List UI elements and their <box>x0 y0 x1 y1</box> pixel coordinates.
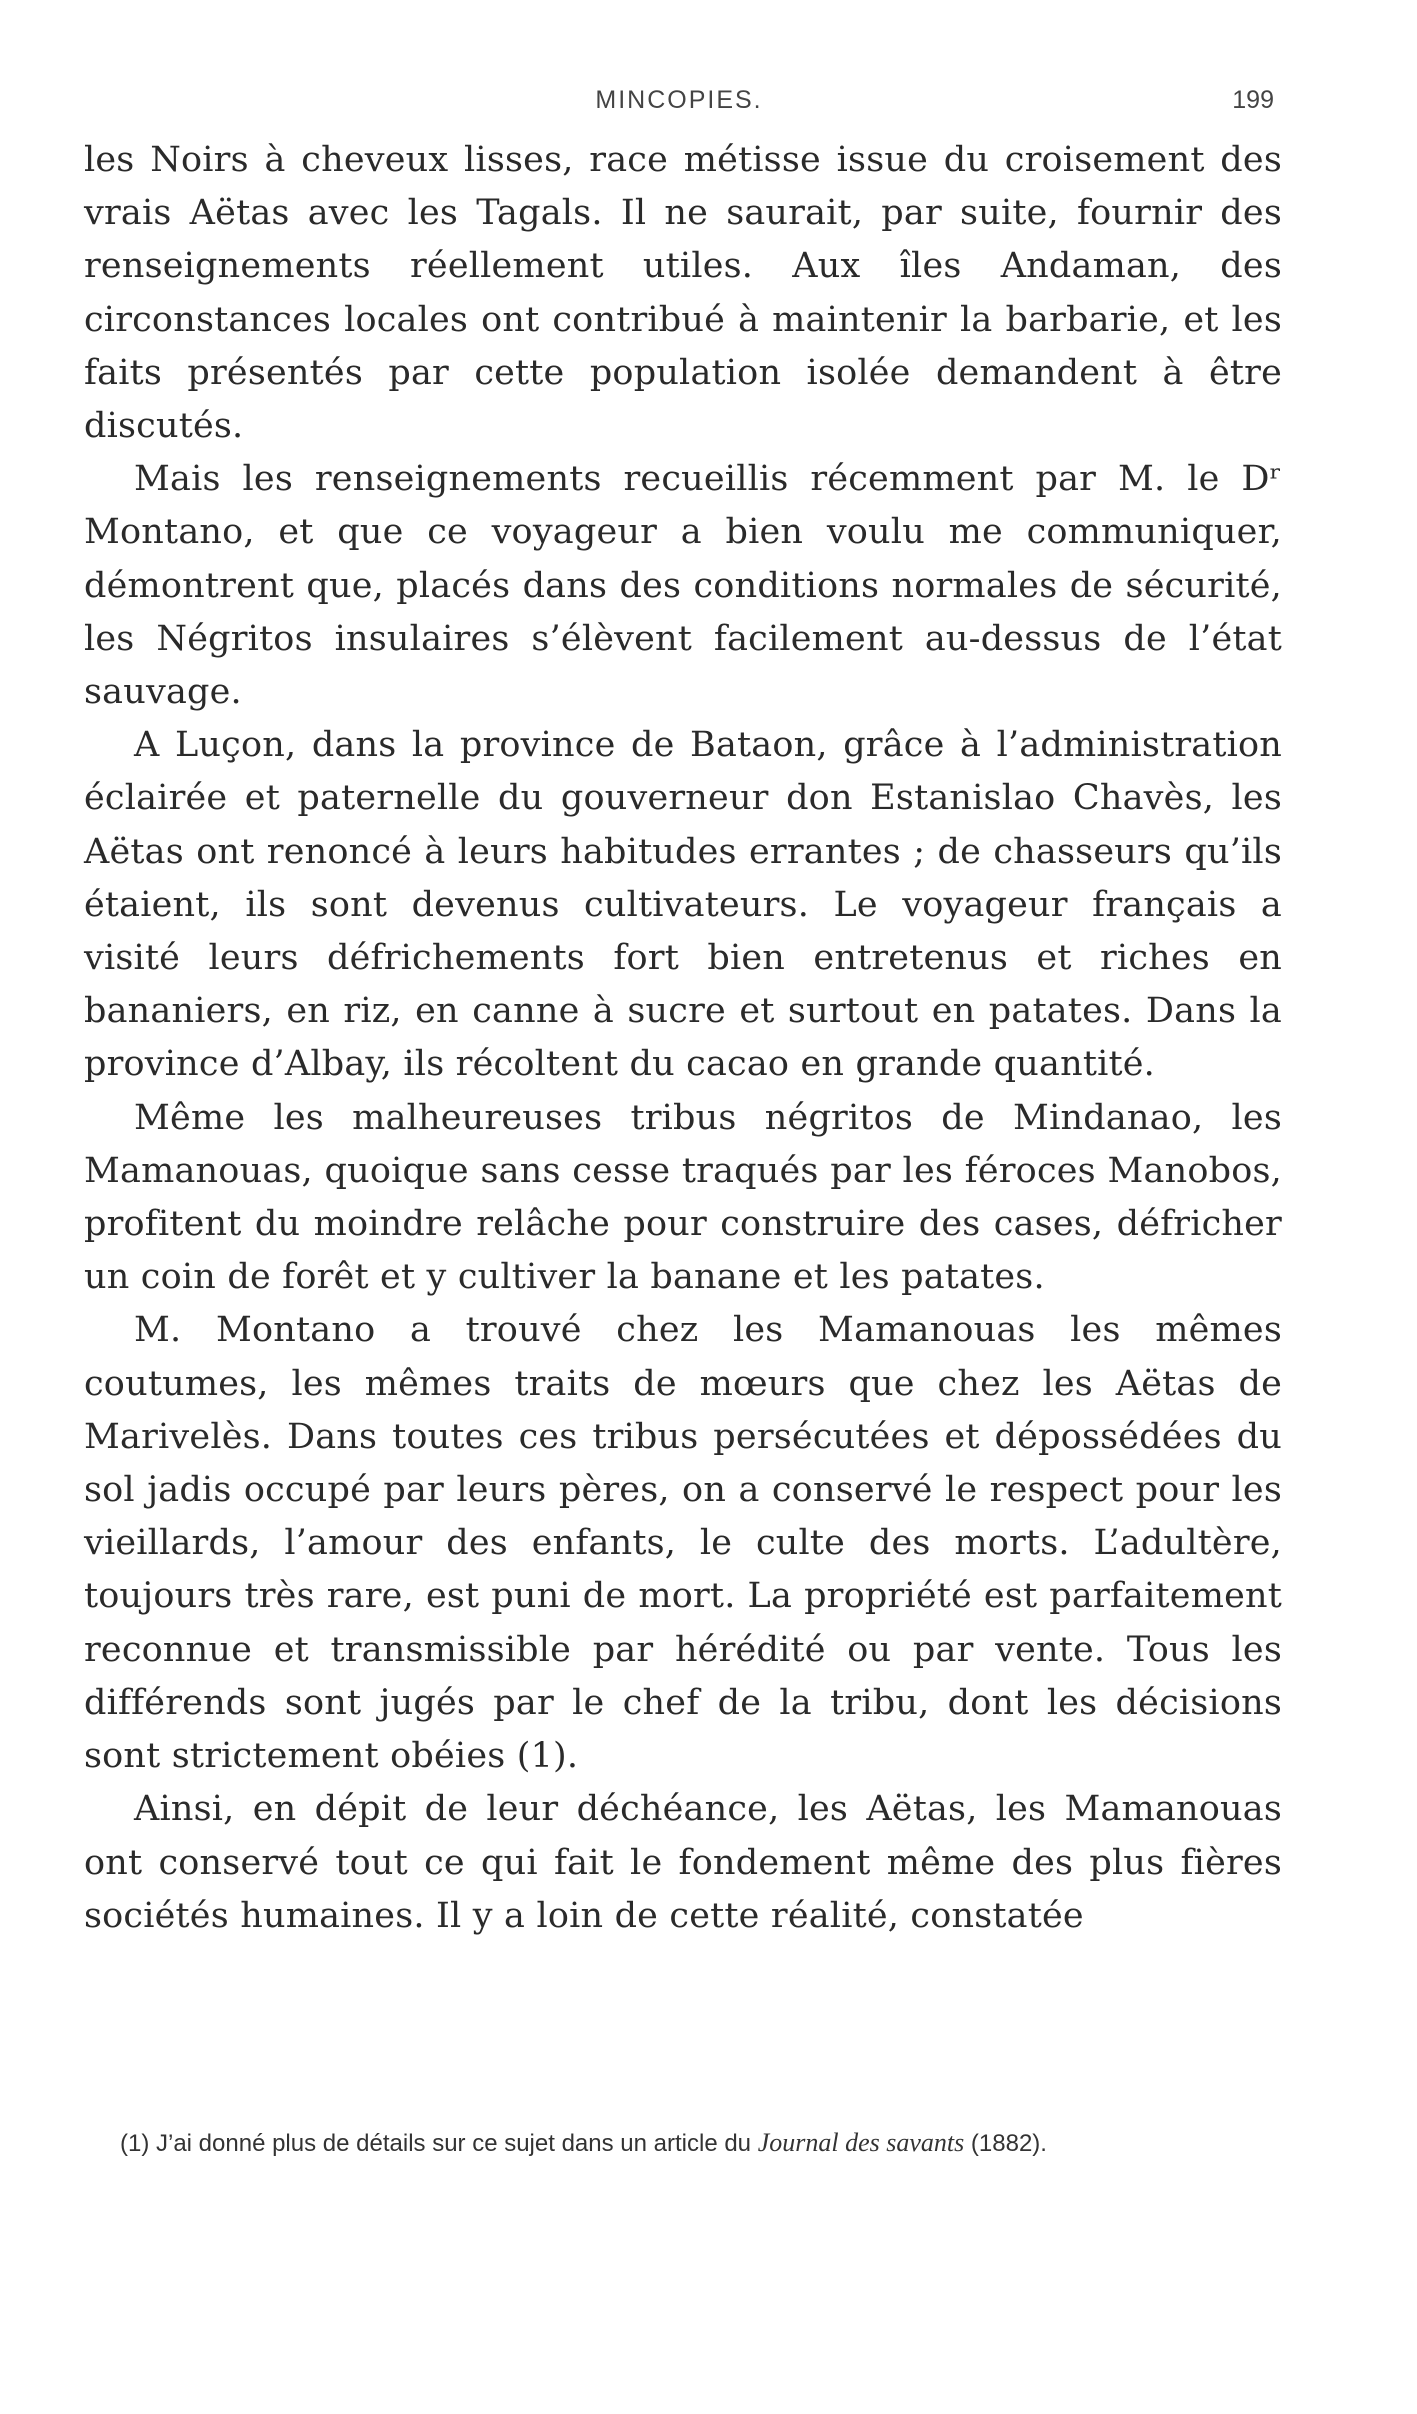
paragraph-4: Même les malheureuses tribus négritos de Mindanao, les Mamanouas, quoique sans cesse traqués par les féroces Manobos, profitent du moindre relâche pour construire des cases, défricher un coin de forêt et y cultiver la banane et les patates. <box>84 1097 1282 1298</box>
running-title: MINCOPIES. <box>595 86 763 114</box>
running-head <box>84 82 1274 122</box>
paragraph-5: M. Montano a trouvé chez les Mamanouas les mêmes coutumes, les mêmes traits de mœurs que chez les Aëtas de Marivelès. Dans toutes ces tribus persécutées et dépossédées du sol jadis occupé par leurs pères, on a conservé le respect pour les vieillards, l’amour des enfants, le culte des morts. L’adultère, toujours très rare, est puni de mort. La propriété est parfaitement reconnue et transmissible par hérédité ou par vente. Tous les différends sont jugés par le chef de la tribu, dont les décisions sont strictement obéies (1). <box>84 1310 1282 1777</box>
footnote-text-before: (1) J’ai donné plus de détails sur ce sujet dans un article du <box>120 2130 758 2157</box>
footnote-text-after: (1882). <box>964 2130 1047 2157</box>
footnote-text <box>84 2123 1282 2164</box>
footnote-journal-title: Journal des savants <box>757 2128 965 2157</box>
paragraph-1: les Noirs à cheveux lisses, race métisse issue du croisement des vrais Aëtas avec les Tagals. Il ne saurait, par suite, fournir des renseignements réellement utiles. Aux îles Andaman, des circonstances locales ont contribué à maintenir la barbarie, et les faits présentés par cette population isolée demandent à être discutés. <box>84 140 1282 447</box>
footnote <box>84 2123 1282 2164</box>
page-number: 199 <box>1232 86 1274 114</box>
paragraph-6: Ainsi, en dépit de leur déchéance, les Aëtas, les Mamanouas ont conservé tout ce qui fait le fondement même des plus fières sociétés humaines. Il y a loin de cette réalité, constatée <box>84 1789 1282 1936</box>
body-text <box>84 134 1282 1943</box>
paragraph-2: Mais les renseignements recueillis récemment par M. le Dʳ Montano, et que ce voyageur a bien voulu me communiquer, démontrent que, placés dans des conditions normales de sécurité, les Négritos insulaires s’élèvent facilement au-dessus de l’état sauvage. <box>84 459 1282 713</box>
paragraph-3: A Luçon, dans la province de Bataon, grâce à l’administration éclairée et paternelle du gouverneur don Estanislao Chavès, les Aëtas ont renoncé à leurs habitudes errantes ; de chasseurs qu’ils étaient, ils sont devenus cultivateurs. Le voyageur français a visité leurs défrichements fort bien entretenus et riches en bananiers, en riz, en canne à sucre et surtout en patates. Dans la province d’Albay, ils récoltent du cacao en grande quantité. <box>84 725 1282 1085</box>
